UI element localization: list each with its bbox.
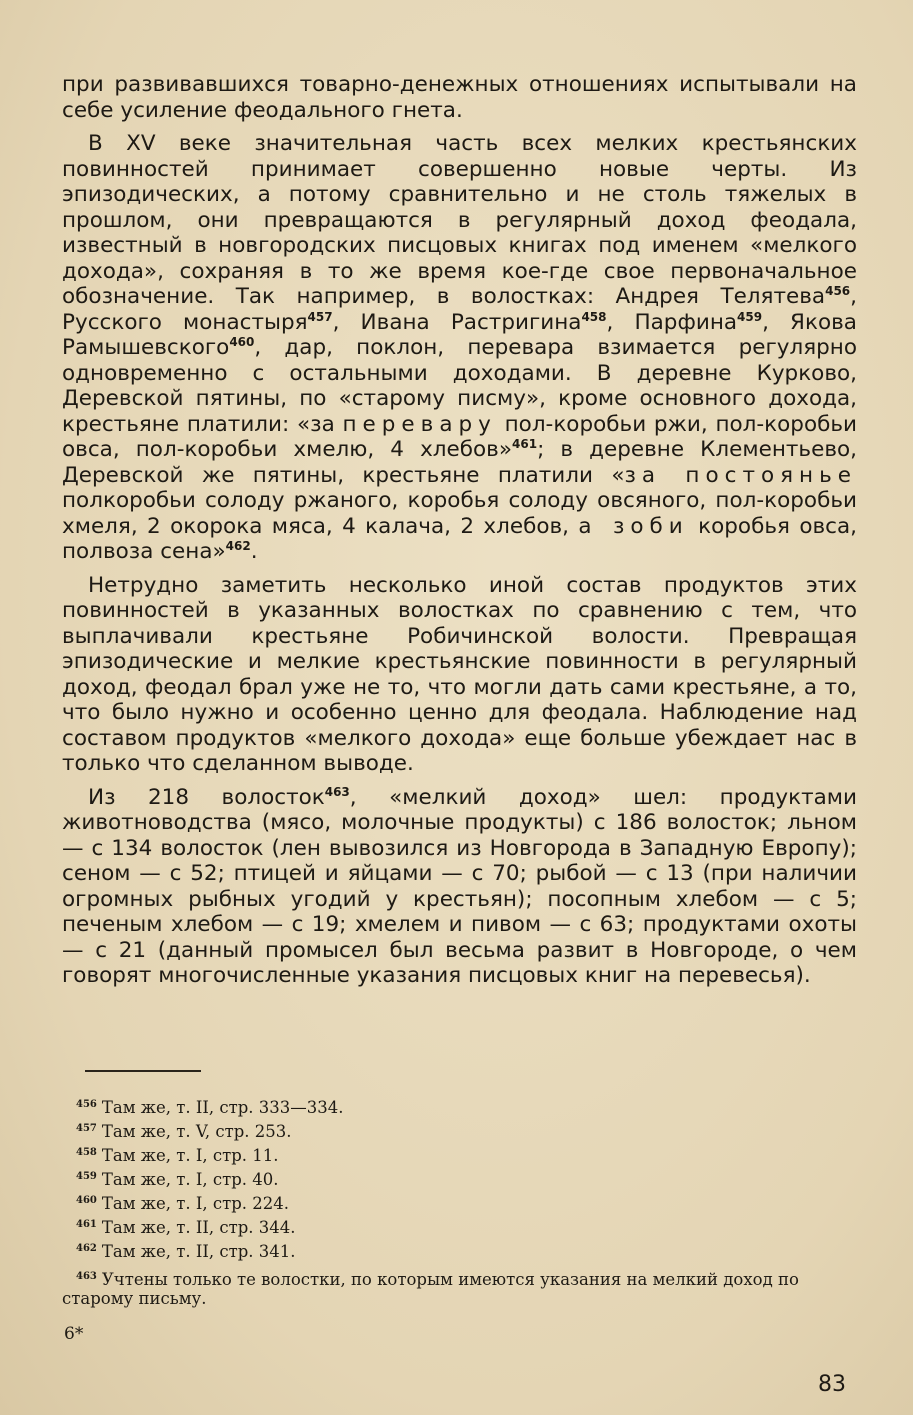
- paragraph-continuation: [62, 72, 857, 123]
- paragraph-composition: [62, 573, 857, 777]
- footnote-text: Там же, т. II, стр. 344.: [101, 1218, 296, 1237]
- paragraph-statistics: [62, 785, 857, 989]
- footnote-number: 462: [76, 1243, 97, 1254]
- footnote-number: 461: [76, 1219, 97, 1230]
- text-run: ; в деревне Клементьево, Деревской же пятины, крестьяне платили «: [62, 437, 857, 488]
- footnote-number: 460: [76, 1195, 97, 1206]
- text-run: , дар, поклон, перевара взимается регулярно одновременно с остальными доходами. В деревне Курково, Деревской пятины, по «старому писму», кроме основного дохода, крестьяне платили: «за: [62, 335, 857, 437]
- text-run: , Парфина: [606, 309, 738, 335]
- footnote-ref-459[interactable]: 459: [737, 309, 763, 324]
- footnote-number: 457: [76, 1123, 97, 1134]
- footnote-separator: [85, 1070, 201, 1072]
- footnote-text: Там же, т. V, стр. 253.: [101, 1122, 292, 1141]
- footnote-459: [62, 1168, 862, 1192]
- printer-signature-mark: 6*: [64, 1324, 84, 1344]
- text-run: , Ивана Растригина: [332, 309, 582, 335]
- paragraph-xv-century: [62, 131, 857, 565]
- text-run: .: [250, 539, 258, 564]
- footnotes-block: [62, 1096, 862, 1308]
- text-run: , «мелкий доход» шел: продуктами животноводства (мясо, молочные продукты) с 186 волосток; льном — с 134 волосток (лен вывозился из Новгорода в Западную Европу); сеном — с 52; птицей и яйцами — с 70; рыбой — с 13 (при наличии огромных рыбных угодий у крестьян); посопным хлебом — с 5; печеным хлебом — с 19; хмелем и пивом — с 63; продуктами охоты — с 21 (данный промысел был весьма развит в Новгороде, о чем говорят многочисленные указания писцовых книг на перевесья).: [62, 784, 857, 988]
- paragraph-text: Нетрудно заметить несколько иной состав продуктов этих повинностей в указанных волостках по сравнению с тем, что выплачивали крестьяне Робичинской волости. Превращая эпизодические и мелкие крестьянские повинности в регулярный доход, феодал брал уже не то, что могли дать сами крестьяне, а то, что было нужно и особенно ценно для феодала. Наблюдение над составом продуктов «мелкого дохода» еще больше убеждает нас в только что сделанном выводе.: [62, 572, 857, 776]
- page-number: 83: [818, 1372, 846, 1397]
- text-run: коробья овса, полвоза сена»: [62, 513, 857, 564]
- footnote-number: 458: [76, 1147, 97, 1158]
- footnote-number: 459: [76, 1171, 97, 1182]
- footnote-463: [62, 1270, 852, 1308]
- footnote-ref-456[interactable]: 456: [825, 284, 851, 298]
- text-run: полкоробьи солоду ржаного, коробья солоду овсяного, пол-коробьи хмеля, 2 окорока мяса, 4 калача, 2 хлебов,: [62, 488, 857, 539]
- footnote-461: [62, 1216, 862, 1240]
- footnote-text: Там же, т. I, стр. 11.: [101, 1146, 279, 1165]
- footnote-number: 463: [76, 1271, 97, 1282]
- main-text: [62, 72, 857, 997]
- spaced-emphasis: а зоби: [578, 513, 689, 539]
- spaced-emphasis: за постоянье: [624, 462, 858, 488]
- footnote-ref-463[interactable]: 463: [324, 784, 350, 799]
- footnote-text: Учтены только те волостки, по которым имеются указания на мелкий доход по старому письму.: [62, 1270, 799, 1308]
- footnote-ref-460[interactable]: 460: [229, 335, 255, 349]
- text-run: пол-коробьи ржи, пол-коробьи овса, пол-коробьи хмелю, 4 хлебов»: [62, 411, 857, 462]
- footnote-text: Там же, т. I, стр. 40.: [101, 1170, 279, 1189]
- footnote-ref-462[interactable]: 462: [225, 539, 251, 553]
- footnote-ref-457[interactable]: 457: [307, 309, 333, 324]
- spaced-emphasis: перевару: [342, 411, 497, 437]
- footnote-text: Там же, т. I, стр. 224.: [101, 1194, 290, 1213]
- paragraph-text: при развивавшихся товарно-денежных отношениях испытывали на себе усиление феодального гнета.: [62, 72, 857, 123]
- text-run: , Русского монастыря: [62, 284, 857, 335]
- text-run: Из 218 волосток: [88, 784, 325, 810]
- footnote-456: [62, 1096, 862, 1120]
- footnote-number: 456: [76, 1099, 97, 1110]
- footnote-457: [62, 1120, 862, 1144]
- footnote-458: [62, 1144, 862, 1168]
- footnote-462: [62, 1240, 862, 1264]
- footnote-460: [62, 1192, 862, 1216]
- footnote-text: Там же, т. II, стр. 333—334.: [101, 1098, 344, 1117]
- text-run: В XV веке значительная часть всех мелких крестьянских повинностей принимает совершенно новые черты. Из эпизодических, а потому сравнительно и не столь тяжелых в прошлом, они превращаются в регулярный доход феодала, известный в новгородских писцовых книгах под именем «мелкого дохода», сохраняя в то же время кое-где свое первоначальное обозначение. Так например, в волостках: Андрея Телятева: [62, 131, 857, 309]
- text-run: , Якова Рамышевского: [62, 309, 857, 360]
- footnote-ref-461[interactable]: 461: [512, 437, 538, 451]
- footnote-text: Там же, т. II, стр. 341.: [101, 1242, 296, 1261]
- footnote-ref-458[interactable]: 458: [581, 309, 607, 324]
